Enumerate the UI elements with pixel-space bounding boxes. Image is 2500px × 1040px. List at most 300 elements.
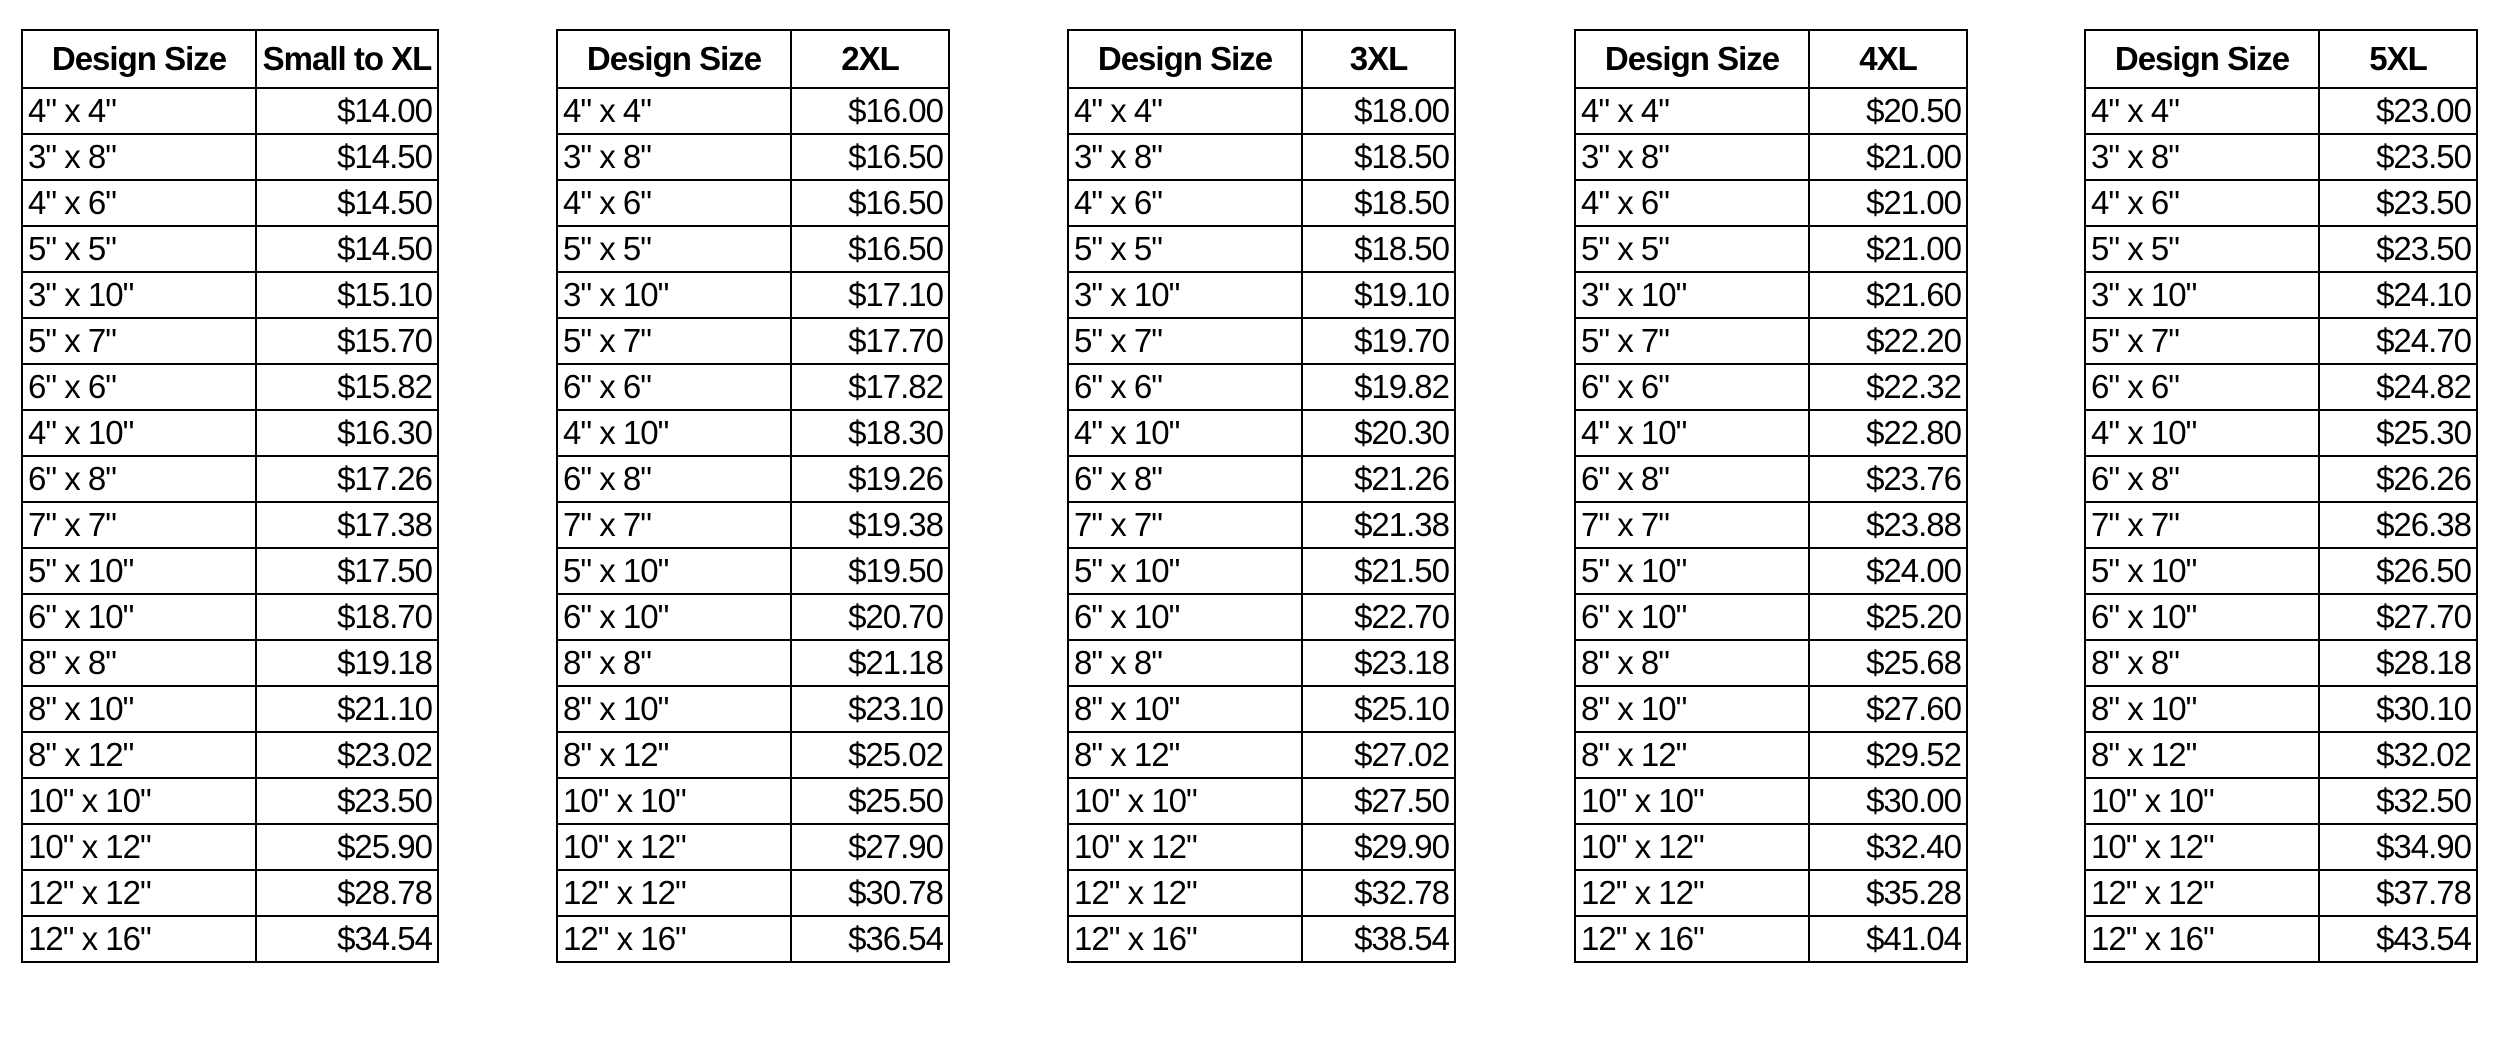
table-row xyxy=(557,732,949,778)
table-row xyxy=(2085,364,2477,410)
table-row xyxy=(2085,134,2477,180)
design-size-cell: 5" x 5" xyxy=(557,226,791,272)
design-size-cell: 5" x 10" xyxy=(2085,548,2319,594)
price-cell: $14.50 xyxy=(256,226,438,272)
table-row xyxy=(557,916,949,962)
price-cell: $18.30 xyxy=(791,410,949,456)
design-size-cell: 8" x 8" xyxy=(557,640,791,686)
table-row xyxy=(1575,318,1967,364)
design-size-cell: 10" x 10" xyxy=(1068,778,1302,824)
design-size-cell: 10" x 10" xyxy=(22,778,256,824)
table-row xyxy=(557,272,949,318)
price-cell: $27.70 xyxy=(2319,594,2477,640)
table-row xyxy=(22,456,438,502)
price-cell: $37.78 xyxy=(2319,870,2477,916)
table-row xyxy=(557,778,949,824)
design-size-cell: 5" x 5" xyxy=(2085,226,2319,272)
table-row xyxy=(1575,870,1967,916)
price-cell: $17.82 xyxy=(791,364,949,410)
design-size-cell: 8" x 10" xyxy=(557,686,791,732)
design-size-cell: 5" x 5" xyxy=(22,226,256,272)
price-cell: $38.54 xyxy=(1302,916,1455,962)
design-size-cell: 8" x 8" xyxy=(2085,640,2319,686)
design-size-cell: 10" x 10" xyxy=(2085,778,2319,824)
table-row xyxy=(557,870,949,916)
table-row xyxy=(557,824,949,870)
design-size-cell: 3" x 8" xyxy=(2085,134,2319,180)
price-cell: $22.70 xyxy=(1302,594,1455,640)
price-cell: $27.50 xyxy=(1302,778,1455,824)
table-row xyxy=(2085,824,2477,870)
table-row xyxy=(1575,594,1967,640)
price-cell: $32.50 xyxy=(2319,778,2477,824)
design-size-cell: 6" x 10" xyxy=(1575,594,1809,640)
price-cell: $19.70 xyxy=(1302,318,1455,364)
design-size-cell: 12" x 16" xyxy=(2085,916,2319,962)
design-size-header: Design Size xyxy=(1575,30,1809,88)
price-cell: $29.52 xyxy=(1809,732,1967,778)
shirt-size-header: 3XL xyxy=(1302,30,1455,88)
price-cell: $35.28 xyxy=(1809,870,1967,916)
price-cell: $23.50 xyxy=(2319,226,2477,272)
price-cell: $18.50 xyxy=(1302,226,1455,272)
table-row xyxy=(1575,364,1967,410)
design-size-cell: 10" x 12" xyxy=(22,824,256,870)
price-cell: $28.78 xyxy=(256,870,438,916)
table-row xyxy=(1068,640,1455,686)
design-size-cell: 8" x 8" xyxy=(1068,640,1302,686)
price-table xyxy=(1067,29,1456,963)
table-row xyxy=(557,548,949,594)
design-size-cell: 12" x 16" xyxy=(22,916,256,962)
price-cell: $30.00 xyxy=(1809,778,1967,824)
price-cell: $19.26 xyxy=(791,456,949,502)
price-cell: $21.00 xyxy=(1809,134,1967,180)
table-row xyxy=(1068,318,1455,364)
design-size-cell: 5" x 5" xyxy=(1575,226,1809,272)
price-cell: $32.40 xyxy=(1809,824,1967,870)
table-row xyxy=(557,318,949,364)
price-table xyxy=(556,29,950,963)
design-size-cell: 3" x 10" xyxy=(22,272,256,318)
design-size-cell: 6" x 10" xyxy=(22,594,256,640)
design-size-cell: 7" x 7" xyxy=(2085,502,2319,548)
design-size-cell: 8" x 8" xyxy=(22,640,256,686)
table-row xyxy=(1068,916,1455,962)
table-row xyxy=(557,686,949,732)
design-size-cell: 6" x 6" xyxy=(22,364,256,410)
design-size-cell: 8" x 10" xyxy=(1068,686,1302,732)
price-cell: $14.50 xyxy=(256,134,438,180)
design-size-cell: 12" x 16" xyxy=(557,916,791,962)
table-row xyxy=(1575,226,1967,272)
table-row xyxy=(22,364,438,410)
design-size-cell: 3" x 8" xyxy=(22,134,256,180)
table-row xyxy=(1575,456,1967,502)
table-row xyxy=(1575,916,1967,962)
table-row xyxy=(22,778,438,824)
table-row xyxy=(22,732,438,778)
price-cell: $21.60 xyxy=(1809,272,1967,318)
table-row xyxy=(1068,456,1455,502)
table-row xyxy=(1575,88,1967,134)
design-size-cell: 6" x 6" xyxy=(557,364,791,410)
design-size-cell: 4" x 6" xyxy=(2085,180,2319,226)
price-cell: $23.50 xyxy=(2319,180,2477,226)
price-cell: $15.10 xyxy=(256,272,438,318)
table-row xyxy=(1575,686,1967,732)
table-row xyxy=(1068,686,1455,732)
table-row xyxy=(1575,134,1967,180)
table-row xyxy=(22,870,438,916)
price-cell: $22.32 xyxy=(1809,364,1967,410)
design-size-cell: 7" x 7" xyxy=(1068,502,1302,548)
table-row xyxy=(22,88,438,134)
design-size-cell: 7" x 7" xyxy=(557,502,791,548)
design-size-header: Design Size xyxy=(557,30,791,88)
shirt-size-header: 5XL xyxy=(2319,30,2477,88)
table-row xyxy=(1575,732,1967,778)
table-row xyxy=(557,364,949,410)
design-size-cell: 6" x 6" xyxy=(1575,364,1809,410)
design-size-cell: 8" x 12" xyxy=(22,732,256,778)
table-row xyxy=(1575,272,1967,318)
design-size-cell: 4" x 6" xyxy=(1575,180,1809,226)
table-row xyxy=(2085,226,2477,272)
design-size-cell: 4" x 4" xyxy=(557,88,791,134)
design-size-cell: 12" x 12" xyxy=(22,870,256,916)
design-size-cell: 10" x 10" xyxy=(557,778,791,824)
price-cell: $21.00 xyxy=(1809,226,1967,272)
table-row xyxy=(557,180,949,226)
price-cell: $25.50 xyxy=(791,778,949,824)
design-size-cell: 4" x 4" xyxy=(1575,88,1809,134)
design-size-cell: 12" x 12" xyxy=(1575,870,1809,916)
design-size-cell: 12" x 12" xyxy=(557,870,791,916)
table-row xyxy=(2085,778,2477,824)
price-cell: $32.78 xyxy=(1302,870,1455,916)
design-size-cell: 5" x 10" xyxy=(1068,548,1302,594)
price-cell: $23.18 xyxy=(1302,640,1455,686)
design-size-cell: 4" x 10" xyxy=(557,410,791,456)
price-cell: $17.70 xyxy=(791,318,949,364)
price-cell: $30.10 xyxy=(2319,686,2477,732)
design-size-cell: 6" x 6" xyxy=(2085,364,2319,410)
table-row xyxy=(557,134,949,180)
shirt-size-header: 4XL xyxy=(1809,30,1967,88)
design-size-cell: 7" x 7" xyxy=(1575,502,1809,548)
design-size-cell: 4" x 10" xyxy=(2085,410,2319,456)
table-row xyxy=(1068,732,1455,778)
table-row xyxy=(2085,180,2477,226)
design-size-cell: 5" x 7" xyxy=(1575,318,1809,364)
shirt-size-header: 2XL xyxy=(791,30,949,88)
table-row xyxy=(2085,870,2477,916)
header-row xyxy=(557,30,949,88)
table-row xyxy=(22,134,438,180)
table-row xyxy=(2085,732,2477,778)
table-row xyxy=(1575,502,1967,548)
table-row xyxy=(22,916,438,962)
table-row xyxy=(22,502,438,548)
design-size-header: Design Size xyxy=(22,30,256,88)
table-row xyxy=(22,318,438,364)
design-size-cell: 3" x 10" xyxy=(1575,272,1809,318)
price-table xyxy=(2084,29,2478,963)
price-cell: $24.10 xyxy=(2319,272,2477,318)
design-size-cell: 4" x 4" xyxy=(1068,88,1302,134)
design-size-cell: 8" x 12" xyxy=(1575,732,1809,778)
table-row xyxy=(2085,88,2477,134)
price-cell: $24.00 xyxy=(1809,548,1967,594)
table-row xyxy=(22,410,438,456)
table-row xyxy=(1068,180,1455,226)
table-row xyxy=(2085,916,2477,962)
table-row xyxy=(1068,594,1455,640)
table-row xyxy=(2085,594,2477,640)
price-cell: $19.18 xyxy=(256,640,438,686)
design-size-header: Design Size xyxy=(2085,30,2319,88)
design-size-cell: 6" x 8" xyxy=(557,456,791,502)
table-row xyxy=(2085,640,2477,686)
design-size-cell: 10" x 10" xyxy=(1575,778,1809,824)
table-row xyxy=(1068,870,1455,916)
price-cell: $41.04 xyxy=(1809,916,1967,962)
design-size-cell: 6" x 10" xyxy=(557,594,791,640)
table-row xyxy=(1068,88,1455,134)
price-cell: $29.90 xyxy=(1302,824,1455,870)
table-row xyxy=(1068,364,1455,410)
price-cell: $21.00 xyxy=(1809,180,1967,226)
price-cell: $16.50 xyxy=(791,180,949,226)
design-size-cell: 5" x 7" xyxy=(557,318,791,364)
price-cell: $15.82 xyxy=(256,364,438,410)
price-cell: $25.90 xyxy=(256,824,438,870)
price-cell: $22.20 xyxy=(1809,318,1967,364)
table-row xyxy=(1068,226,1455,272)
price-cell: $18.70 xyxy=(256,594,438,640)
price-cell: $24.70 xyxy=(2319,318,2477,364)
design-size-cell: 3" x 8" xyxy=(1575,134,1809,180)
design-size-cell: 6" x 8" xyxy=(22,456,256,502)
price-cell: $43.54 xyxy=(2319,916,2477,962)
table-row xyxy=(1575,640,1967,686)
price-cell: $21.38 xyxy=(1302,502,1455,548)
design-size-cell: 3" x 10" xyxy=(557,272,791,318)
table-row xyxy=(22,548,438,594)
design-size-cell: 5" x 7" xyxy=(1068,318,1302,364)
price-cell: $20.30 xyxy=(1302,410,1455,456)
price-cell: $18.00 xyxy=(1302,88,1455,134)
price-cell: $23.88 xyxy=(1809,502,1967,548)
design-size-cell: 4" x 6" xyxy=(1068,180,1302,226)
price-cell: $18.50 xyxy=(1302,180,1455,226)
table-row xyxy=(2085,548,2477,594)
price-cell: $27.02 xyxy=(1302,732,1455,778)
design-size-cell: 8" x 10" xyxy=(22,686,256,732)
price-cell: $16.00 xyxy=(791,88,949,134)
design-size-cell: 5" x 10" xyxy=(22,548,256,594)
design-size-cell: 5" x 5" xyxy=(1068,226,1302,272)
table-row xyxy=(2085,456,2477,502)
price-cell: $36.54 xyxy=(791,916,949,962)
price-cell: $25.10 xyxy=(1302,686,1455,732)
design-size-cell: 3" x 8" xyxy=(557,134,791,180)
price-cell: $25.20 xyxy=(1809,594,1967,640)
design-size-cell: 10" x 12" xyxy=(1068,824,1302,870)
design-size-cell: 4" x 6" xyxy=(557,180,791,226)
table-row xyxy=(1068,502,1455,548)
table-row xyxy=(22,272,438,318)
table-row xyxy=(1068,134,1455,180)
table-row xyxy=(1575,778,1967,824)
price-cell: $28.18 xyxy=(2319,640,2477,686)
design-size-cell: 3" x 10" xyxy=(1068,272,1302,318)
design-size-cell: 8" x 10" xyxy=(1575,686,1809,732)
table-row xyxy=(557,410,949,456)
design-size-cell: 8" x 12" xyxy=(557,732,791,778)
design-size-cell: 10" x 12" xyxy=(1575,824,1809,870)
table-row xyxy=(22,594,438,640)
table-row xyxy=(22,180,438,226)
price-cell: $15.70 xyxy=(256,318,438,364)
table-row xyxy=(2085,318,2477,364)
design-size-cell: 12" x 12" xyxy=(1068,870,1302,916)
header-row xyxy=(1068,30,1455,88)
price-cell: $23.50 xyxy=(256,778,438,824)
price-cell: $21.50 xyxy=(1302,548,1455,594)
design-size-cell: 6" x 6" xyxy=(1068,364,1302,410)
design-size-cell: 8" x 12" xyxy=(2085,732,2319,778)
design-size-cell: 10" x 12" xyxy=(557,824,791,870)
design-size-cell: 6" x 8" xyxy=(1068,456,1302,502)
table-row xyxy=(22,226,438,272)
design-size-cell: 6" x 8" xyxy=(1575,456,1809,502)
price-cell: $21.10 xyxy=(256,686,438,732)
price-cell: $34.54 xyxy=(256,916,438,962)
table-row xyxy=(22,824,438,870)
design-size-cell: 4" x 6" xyxy=(22,180,256,226)
price-cell: $23.00 xyxy=(2319,88,2477,134)
price-cell: $27.90 xyxy=(791,824,949,870)
design-size-cell: 4" x 4" xyxy=(22,88,256,134)
table-row xyxy=(22,640,438,686)
design-size-cell: 3" x 8" xyxy=(1068,134,1302,180)
design-size-cell: 4" x 10" xyxy=(1575,410,1809,456)
price-cell: $16.50 xyxy=(791,134,949,180)
table-row xyxy=(1575,180,1967,226)
price-cell: $26.38 xyxy=(2319,502,2477,548)
price-table xyxy=(1574,29,1968,963)
table-row xyxy=(557,456,949,502)
design-size-cell: 5" x 10" xyxy=(1575,548,1809,594)
design-size-cell: 6" x 10" xyxy=(1068,594,1302,640)
design-size-cell: 8" x 8" xyxy=(1575,640,1809,686)
table-row xyxy=(1068,824,1455,870)
design-size-cell: 7" x 7" xyxy=(22,502,256,548)
design-size-cell: 6" x 10" xyxy=(2085,594,2319,640)
table-row xyxy=(557,594,949,640)
design-size-cell: 3" x 10" xyxy=(2085,272,2319,318)
design-size-cell: 5" x 7" xyxy=(22,318,256,364)
header-row xyxy=(22,30,438,88)
table-row xyxy=(2085,502,2477,548)
price-cell: $26.50 xyxy=(2319,548,2477,594)
design-size-cell: 12" x 12" xyxy=(2085,870,2319,916)
price-cell: $16.30 xyxy=(256,410,438,456)
table-row xyxy=(1068,548,1455,594)
design-size-header: Design Size xyxy=(1068,30,1302,88)
price-cell: $23.76 xyxy=(1809,456,1967,502)
design-size-cell: 12" x 16" xyxy=(1068,916,1302,962)
price-cell: $14.50 xyxy=(256,180,438,226)
price-cell: $25.30 xyxy=(2319,410,2477,456)
price-cell: $19.38 xyxy=(791,502,949,548)
price-cell: $17.38 xyxy=(256,502,438,548)
price-cell: $17.26 xyxy=(256,456,438,502)
price-cell: $17.50 xyxy=(256,548,438,594)
price-cell: $14.00 xyxy=(256,88,438,134)
price-cell: $19.50 xyxy=(791,548,949,594)
design-size-cell: 5" x 7" xyxy=(2085,318,2319,364)
price-cell: $30.78 xyxy=(791,870,949,916)
table-row xyxy=(22,686,438,732)
price-cell: $26.26 xyxy=(2319,456,2477,502)
price-cell: $27.60 xyxy=(1809,686,1967,732)
table-row xyxy=(2085,272,2477,318)
shirt-size-header: Small to XL xyxy=(256,30,438,88)
price-table xyxy=(21,29,439,963)
price-cell: $19.82 xyxy=(1302,364,1455,410)
price-cell: $19.10 xyxy=(1302,272,1455,318)
design-size-cell: 6" x 8" xyxy=(2085,456,2319,502)
price-cell: $23.50 xyxy=(2319,134,2477,180)
price-cell: $23.10 xyxy=(791,686,949,732)
price-cell: $25.68 xyxy=(1809,640,1967,686)
price-cell: $23.02 xyxy=(256,732,438,778)
design-size-cell: 5" x 10" xyxy=(557,548,791,594)
header-row xyxy=(1575,30,1967,88)
design-size-cell: 12" x 16" xyxy=(1575,916,1809,962)
price-cell: $24.82 xyxy=(2319,364,2477,410)
design-size-cell: 4" x 10" xyxy=(1068,410,1302,456)
price-cell: $32.02 xyxy=(2319,732,2477,778)
design-size-cell: 10" x 12" xyxy=(2085,824,2319,870)
price-cell: $16.50 xyxy=(791,226,949,272)
table-row xyxy=(1575,824,1967,870)
price-cell: $34.90 xyxy=(2319,824,2477,870)
price-cell: $17.10 xyxy=(791,272,949,318)
table-row xyxy=(2085,686,2477,732)
design-size-cell: 8" x 12" xyxy=(1068,732,1302,778)
design-size-cell: 4" x 4" xyxy=(2085,88,2319,134)
price-cell: $21.18 xyxy=(791,640,949,686)
table-row xyxy=(1575,548,1967,594)
price-cell: $20.70 xyxy=(791,594,949,640)
price-cell: $22.80 xyxy=(1809,410,1967,456)
design-size-cell: 4" x 10" xyxy=(22,410,256,456)
table-row xyxy=(1068,778,1455,824)
table-row xyxy=(2085,410,2477,456)
price-cell: $20.50 xyxy=(1809,88,1967,134)
price-cell: $25.02 xyxy=(791,732,949,778)
price-cell: $21.26 xyxy=(1302,456,1455,502)
table-row xyxy=(1068,272,1455,318)
table-row xyxy=(557,502,949,548)
price-cell: $18.50 xyxy=(1302,134,1455,180)
table-row xyxy=(557,88,949,134)
table-row xyxy=(557,640,949,686)
